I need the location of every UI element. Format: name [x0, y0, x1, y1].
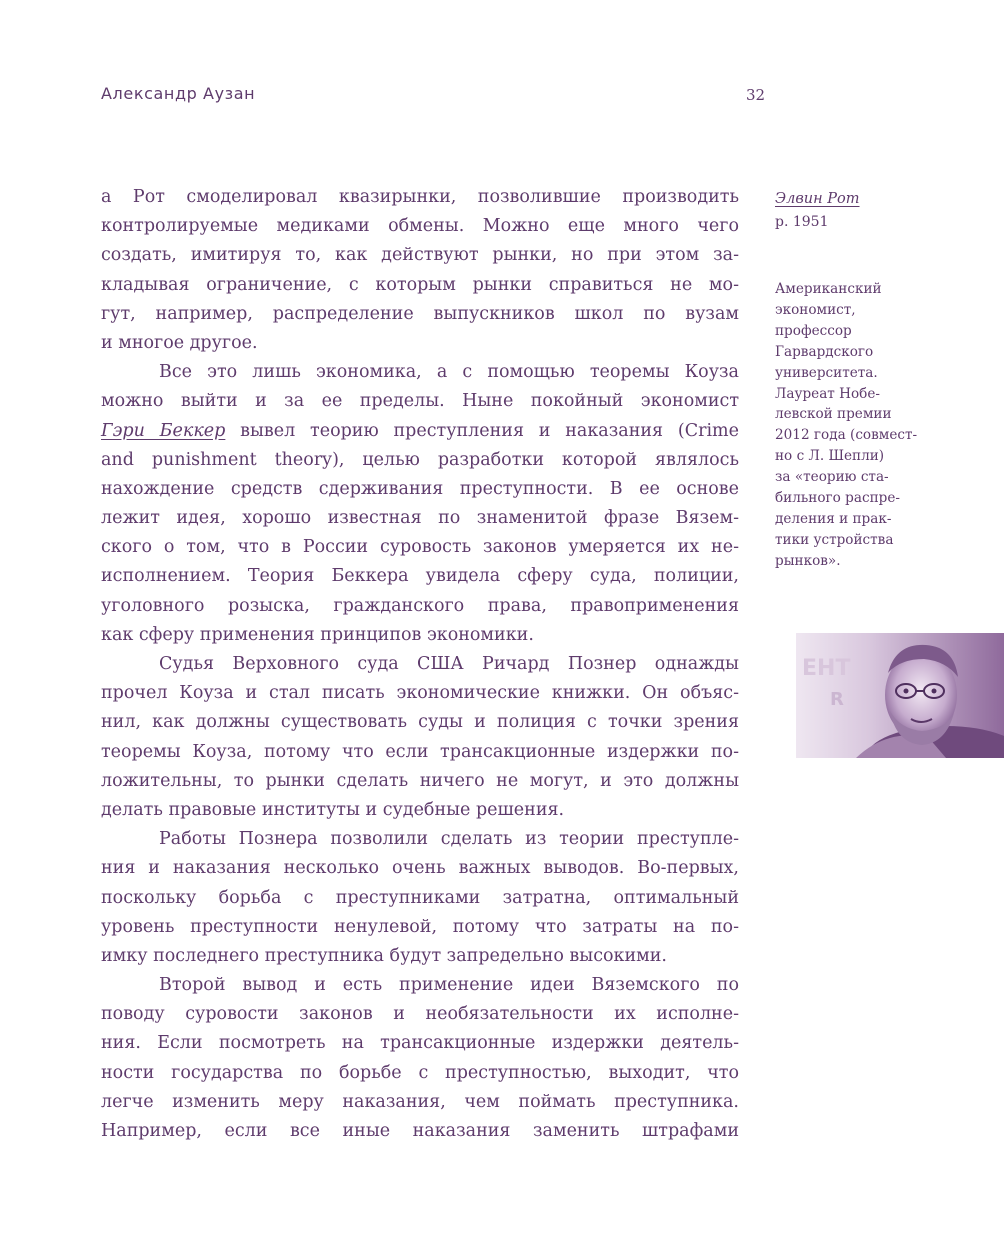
sidebar-bio	[775, 279, 925, 572]
bio-line: Лауреат Нобе-	[775, 385, 880, 402]
bio-line: бильного распре-	[775, 490, 900, 507]
main-text	[101, 183, 739, 1146]
svg-text:R: R	[830, 689, 844, 710]
text-line: лежит идея, хорошо известная по знаменитой фразе Вязем-	[101, 508, 739, 529]
text-line: Судья Верховного суда США Ричард Познер однажды	[159, 654, 739, 674]
text-line: можно выйти и за ее пределы. Ныне покойный экономист	[101, 391, 739, 412]
text-line: и многое другое.	[101, 332, 258, 353]
svg-text:ЕНТ: ЕНТ	[802, 656, 851, 681]
text-line: создать, имитируя то, как действуют рынки, но при этом за-	[101, 245, 739, 266]
text-line: поскольку борьба с преступниками затратна, оптимальный	[101, 887, 739, 908]
text-line: Например, если все иные наказания заменить штрафами	[101, 1121, 739, 1141]
bio-line: тики устройства	[775, 531, 894, 548]
text-line: and punishment theory), целью разработки которой являлось	[101, 449, 739, 470]
bio-line: экономист,	[775, 301, 856, 318]
text-line: делать правовые институты и судебные решения.	[101, 799, 565, 820]
text-line: исполнением. Теория Беккера увидела сферу суда, полиции,	[101, 566, 739, 587]
text-line: гут, например, распределение выпускников школ по вузам	[101, 303, 739, 324]
bio-line: 2012 года (совмест-	[775, 427, 918, 444]
text-line: Второй вывод и есть применение идеи Вяземского по	[159, 975, 739, 996]
text-line: ния. Если посмотреть на трансакционные издержки деятель-	[101, 1033, 739, 1054]
text-line: контролируемые медиками обмены. Можно еще много чего	[101, 216, 739, 237]
text-line: нил, как должны существовать суды и полиция с точки зрения	[101, 712, 739, 733]
text-line: Работы Познера позволили сделать из теории преступле-	[159, 829, 739, 850]
sidebar-person-years: р. 1951	[775, 214, 829, 230]
running-header-author: Александр Аузан	[101, 84, 256, 103]
text-line: прочел Коуза и стал писать экономические книжки. Он объяс-	[101, 683, 739, 704]
text-line: ния и наказания несколько очень важных выводов. Во-первых,	[101, 858, 739, 879]
bio-line: рынков».	[775, 552, 841, 569]
text-line: уровень преступности ненулевой, потому что затраты на по-	[101, 916, 739, 937]
portrait-photo	[796, 633, 1004, 758]
page-number: 32	[746, 86, 766, 104]
text-line: а Рот смоделировал квазирынки, позволившие производить	[101, 187, 739, 207]
bio-line: деления и прак-	[775, 510, 892, 527]
text-line: ского о том, что в России суровость законов умеряется их не-	[101, 537, 739, 558]
bio-line: Американский	[775, 281, 882, 297]
text-line: теоремы Коуза, потому что если трансакционные издержки по-	[101, 741, 739, 762]
portrait-illustration	[796, 633, 1004, 758]
bio-line: левской премии	[775, 406, 892, 423]
bio-line: Гарвардского	[775, 343, 874, 360]
bio-line: но с Л. Шепли)	[775, 448, 885, 465]
sidebar-person-name: Элвин Рот	[775, 191, 860, 207]
person-name-link[interactable]: Гэри Беккер	[101, 420, 226, 441]
text-line: имку последнего преступника будут запредельно высокими.	[101, 945, 667, 966]
text-line: легче изменить меру наказания, чем поймать преступника.	[101, 1091, 739, 1112]
text-line: поводу суровости законов и необязательности их исполне-	[101, 1004, 739, 1025]
text-line: Все это лишь экономика, а с помощью теоремы Коуза	[159, 362, 739, 383]
text-line: ложительны, то рынки сделать ничего не могут, и это должны	[101, 770, 739, 791]
text-line: нахождение средств сдерживания преступности. В ее основе	[101, 478, 739, 499]
text-line: Гэри Беккер вывел теорию преступления и наказания (Crime	[101, 420, 739, 441]
bio-line: профессор	[775, 322, 852, 339]
bio-line: университета.	[775, 364, 878, 381]
text-line: кладывая ограничение, с которым рынки справиться не мо-	[101, 274, 739, 295]
text-line: как сферу применения принципов экономики.	[101, 624, 534, 645]
text-line: уголовного розыска, гражданского права, правоприменения	[101, 595, 739, 616]
text-line: ности государства по борьбе с преступностью, выходит, что	[101, 1062, 739, 1083]
bio-line: за «теорию ста-	[775, 469, 889, 486]
